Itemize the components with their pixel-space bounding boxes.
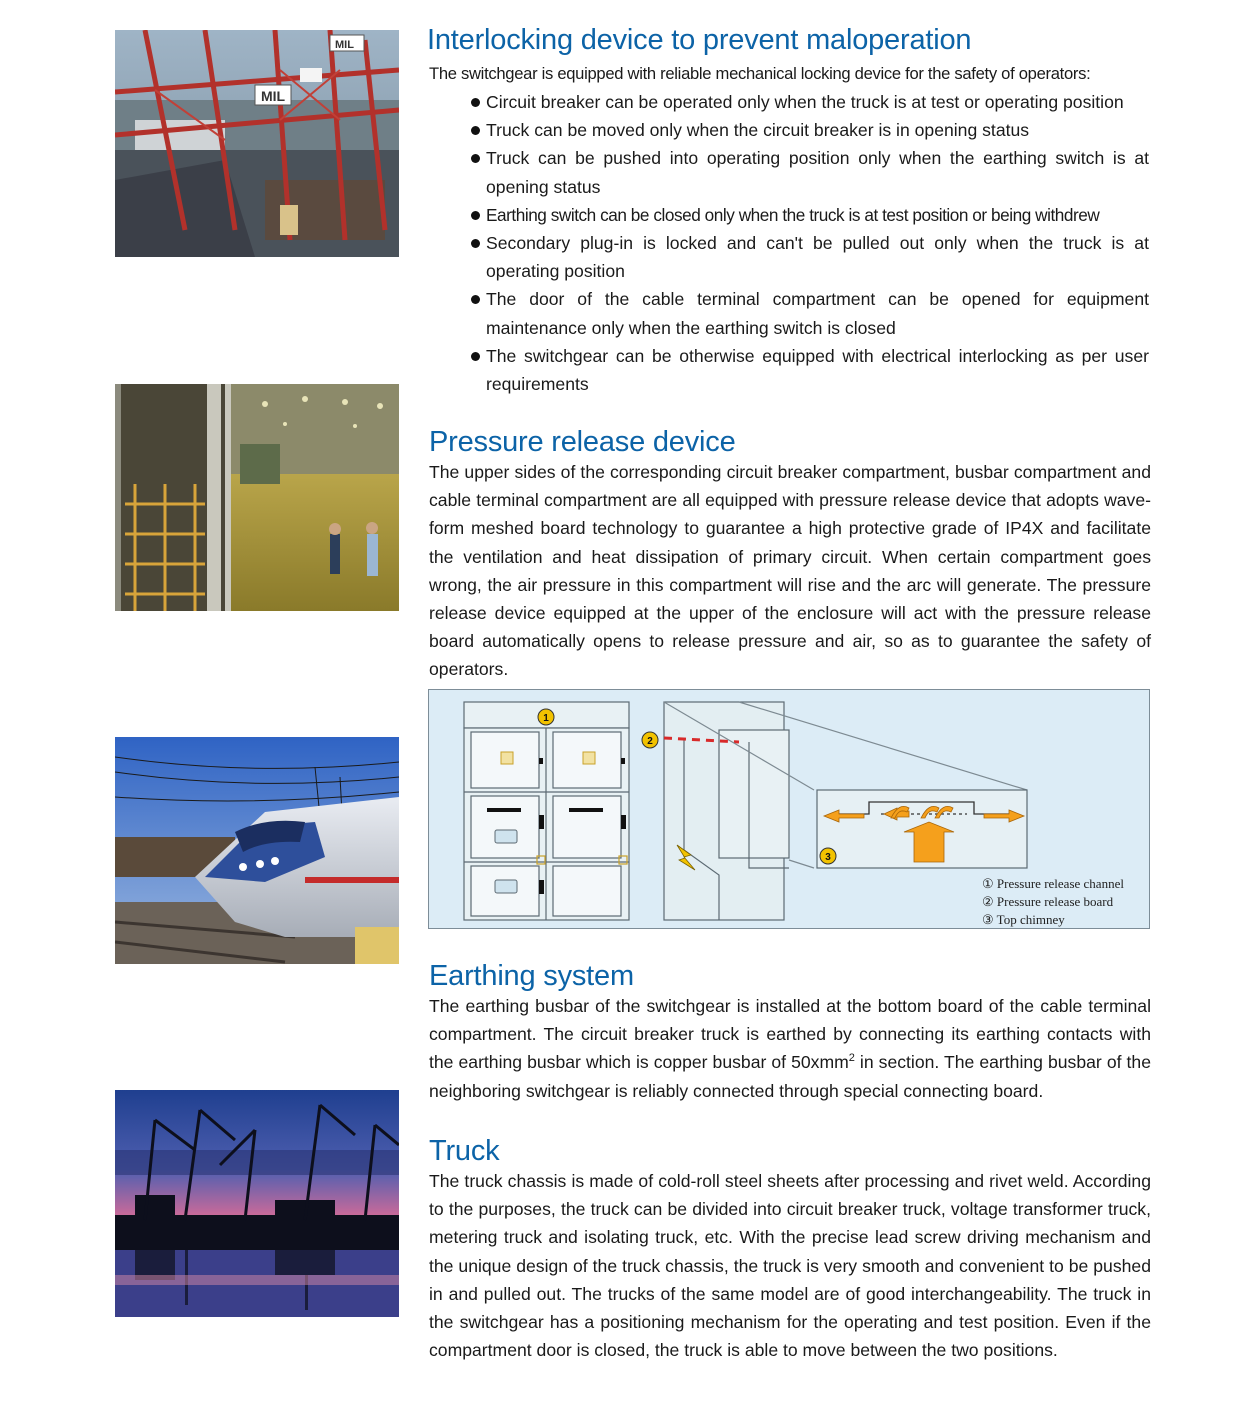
earthing-body bbox=[429, 992, 1151, 1105]
diagram-marker-1: 1 bbox=[543, 713, 549, 724]
pressure-body: The upper sides of the corresponding circuit breaker compartment, busbar compartment and cable terminal compartment are all equipped with pressure release device that adopts wave-form meshed board technology to guarantee a high protective grade of IP4X and facilitate the ventilation and heat dissipation of primary circuit. When certain compartment goes wrong, the air pressure in this compartment will rise and the arc will generate. The pressure release device equipped at the upper of the enclosure will act with the pressure release board automatically opens to release pressure and air, so as to guarantee the safety of operators. bbox=[429, 462, 1151, 680]
high-speed-train-photo bbox=[115, 737, 399, 964]
warehouse-photo bbox=[115, 384, 399, 611]
legend-item-release-channel: ① Pressure release channel bbox=[982, 876, 1124, 891]
interlocking-heading: Interlocking device to prevent maloperation bbox=[427, 24, 972, 56]
diagram-marker-2: 2 bbox=[647, 736, 653, 747]
interlocking-section bbox=[427, 23, 1149, 398]
earthing-body-part-2: in section. The earthing busbar of the neighboring switchgear is reliably connected through special connecting board. bbox=[429, 1052, 1151, 1101]
interlocking-intro: The switchgear is equipped with reliable mechanical locking device for the safety of operators: bbox=[429, 64, 1091, 83]
pressure-heading: Pressure release device bbox=[429, 426, 736, 458]
interlocking-bullet: Truck can be pushed into operating position only when the earthing switch is at opening status bbox=[471, 144, 1149, 200]
interlocking-bullet: Truck can be moved only when the circuit breaker is in opening status bbox=[471, 116, 1149, 144]
port-cranes-photo bbox=[115, 30, 399, 257]
interlocking-bullet: Circuit breaker can be operated only when the truck is at test or operating position bbox=[471, 88, 1149, 116]
earthing-body-part-1: The earthing busbar of the switchgear is installed at the bottom board of the cable terminal compartment. The circuit breaker truck is earthed by connecting its earthing contacts with the earthing busbar which is copper busbar of 50xmm bbox=[429, 996, 1151, 1073]
crane-cab-label: MIL bbox=[261, 88, 286, 104]
interlocking-bullet-list bbox=[471, 88, 1149, 398]
diagram-marker-3: 3 bbox=[825, 852, 831, 863]
crane-cab-label-2: MIL bbox=[335, 39, 354, 51]
shipyard-sunset-photo bbox=[115, 1090, 399, 1317]
diagram-legend bbox=[982, 875, 1124, 929]
interlocking-bullet: Secondary plug-in is locked and can't be pulled out only when the truck is at operating position bbox=[471, 229, 1149, 285]
interlocking-bullet: The switchgear can be otherwise equipped with electrical interlocking as per user requirements bbox=[471, 342, 1149, 398]
earthing-unit-superscript: 2 bbox=[848, 1052, 855, 1065]
earthing-heading: Earthing system bbox=[429, 960, 634, 992]
truck-body: The truck chassis is made of cold-roll steel sheets after processing and rivet weld. According to the purposes, the truck can be divided into circuit breaker truck, voltage transformer truck, metering truck and isolating truck, etc. With the precise lead screw driving mechanism and the unique design of the truck chassis, the truck is very smooth and convenient to be pushed in and pulled out. The trucks of the same model are of good interchangeability. The truck in the switchgear has a positioning mechanism for the operating and test position. Even if the compartment door is closed, the truck is able to move between the two positions. bbox=[429, 1171, 1151, 1361]
truck-section bbox=[429, 1134, 1151, 1364]
truck-heading: Truck bbox=[429, 1135, 500, 1167]
interlocking-bullet: The door of the cable terminal compartment can be opened for equipment maintenance only when the earthing switch is closed bbox=[471, 285, 1149, 341]
pressure-release-diagram bbox=[428, 689, 1150, 929]
pressure-section bbox=[429, 425, 1151, 684]
earthing-section bbox=[429, 959, 1151, 1105]
interlocking-bullet: Earthing switch can be closed only when the truck is at test position or being withdrew bbox=[471, 201, 1149, 229]
legend-item-top-chimney: ③ Top chimney bbox=[982, 912, 1065, 927]
legend-item-release-board: ② Pressure release board bbox=[982, 894, 1114, 909]
